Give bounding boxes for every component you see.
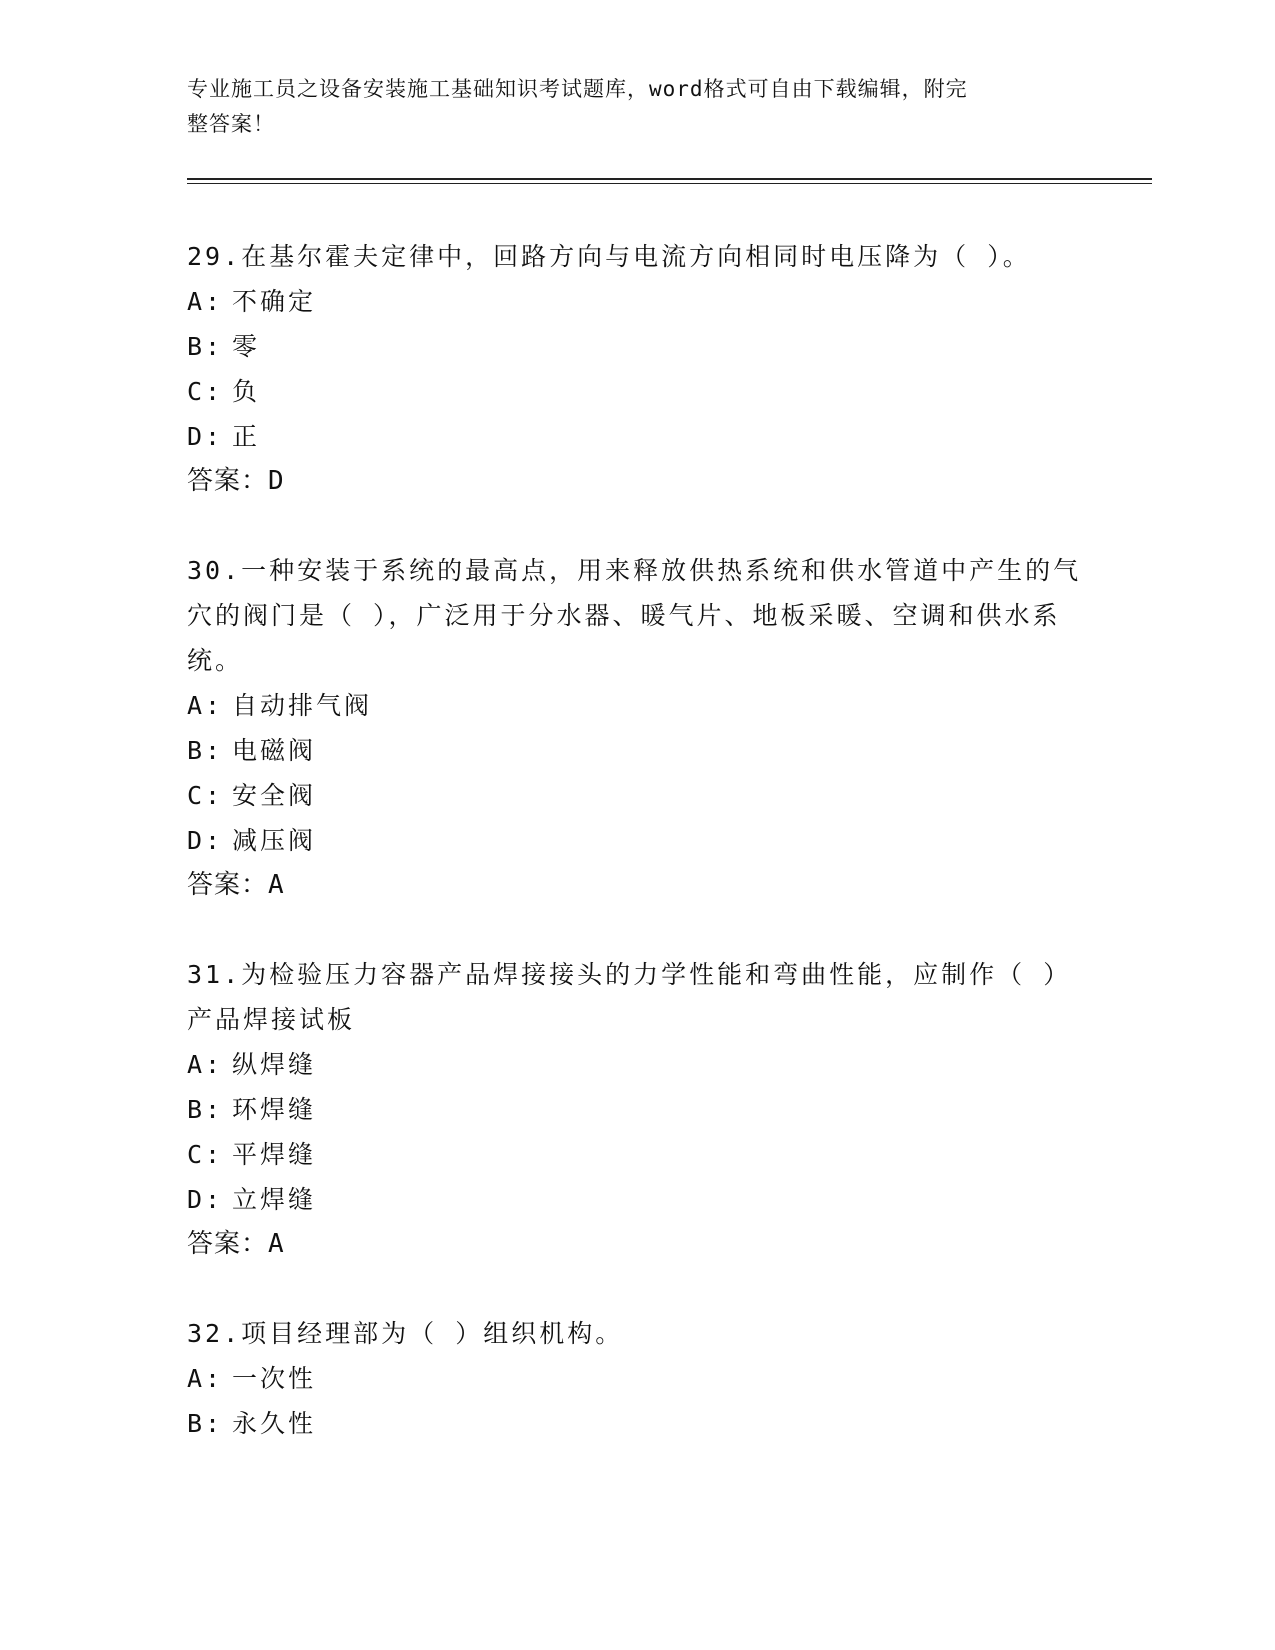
option-a xyxy=(187,683,1087,728)
question-31 xyxy=(187,952,1087,1267)
answer-line: 答案：A xyxy=(187,1229,285,1259)
question-stem: 32.项目经理部为（ ）组织机构。 xyxy=(187,1319,624,1348)
option-d xyxy=(187,414,1087,459)
option-letter: A: xyxy=(187,287,224,316)
option-letter: D: xyxy=(187,1185,224,1214)
option-b xyxy=(187,1401,1087,1446)
option-text: 环焊缝 xyxy=(232,1095,317,1124)
option-b xyxy=(187,728,1087,773)
option-text: 永久性 xyxy=(232,1409,317,1438)
question-list xyxy=(187,234,1087,1490)
option-text: 平焊缝 xyxy=(232,1140,317,1169)
option-letter: B: xyxy=(187,736,224,765)
question-29 xyxy=(187,234,1087,504)
option-letter: D: xyxy=(187,826,224,855)
option-text: 电磁阀 xyxy=(232,736,317,765)
option-text: 纵焊缝 xyxy=(232,1050,317,1079)
option-letter: C: xyxy=(187,377,224,406)
option-text: 自动排气阀 xyxy=(232,691,373,720)
option-letter: D: xyxy=(187,422,224,451)
document-header xyxy=(187,72,1067,142)
question-stem: 31.为检验压力容器产品焊接接头的力学性能和弯曲性能，应制作（ ）产品焊接试板 xyxy=(187,960,1072,1034)
option-d xyxy=(187,1177,1087,1222)
option-text: 不确定 xyxy=(232,287,317,316)
answer-line: 答案：A xyxy=(187,870,285,900)
option-text: 零 xyxy=(232,332,261,361)
option-letter: A: xyxy=(187,1364,224,1393)
option-letter: A: xyxy=(187,1050,224,1079)
option-text: 一次性 xyxy=(232,1364,317,1393)
option-a xyxy=(187,1356,1087,1401)
option-c xyxy=(187,369,1087,414)
option-text: 负 xyxy=(232,377,261,406)
option-text: 正 xyxy=(232,422,261,451)
option-letter: B: xyxy=(187,1409,224,1438)
header-line-2: 整答案！ xyxy=(187,112,275,136)
option-letter: C: xyxy=(187,781,224,810)
header-divider-thin xyxy=(187,183,1152,184)
option-text: 减压阀 xyxy=(232,826,317,855)
answer-line: 答案：D xyxy=(187,466,285,496)
option-b xyxy=(187,324,1087,369)
question-30 xyxy=(187,548,1087,908)
option-c xyxy=(187,773,1087,818)
option-c xyxy=(187,1132,1087,1177)
option-b xyxy=(187,1087,1087,1132)
question-stem: 29.在基尔霍夫定律中，回路方向与电流方向相同时电压降为（ ）。 xyxy=(187,242,1031,271)
option-letter: A: xyxy=(187,691,224,720)
question-32 xyxy=(187,1311,1087,1446)
option-text: 立焊缝 xyxy=(232,1185,317,1214)
question-stem: 30.一种安装于系统的最高点，用来释放供热系统和供水管道中产生的气穴的阀门是（ ），广泛用于分水器、暖气片、地板采暖、空调和供水系统。 xyxy=(187,556,1082,675)
option-text: 安全阀 xyxy=(232,781,317,810)
header-line-1: 专业施工员之设备安装施工基础知识考试题库，word格式可自由下载编辑，附完 xyxy=(187,77,968,101)
option-d xyxy=(187,818,1087,863)
option-letter: B: xyxy=(187,1095,224,1124)
option-letter: B: xyxy=(187,332,224,361)
option-a xyxy=(187,1042,1087,1087)
option-a xyxy=(187,279,1087,324)
header-divider-thick xyxy=(187,178,1152,180)
option-letter: C: xyxy=(187,1140,224,1169)
